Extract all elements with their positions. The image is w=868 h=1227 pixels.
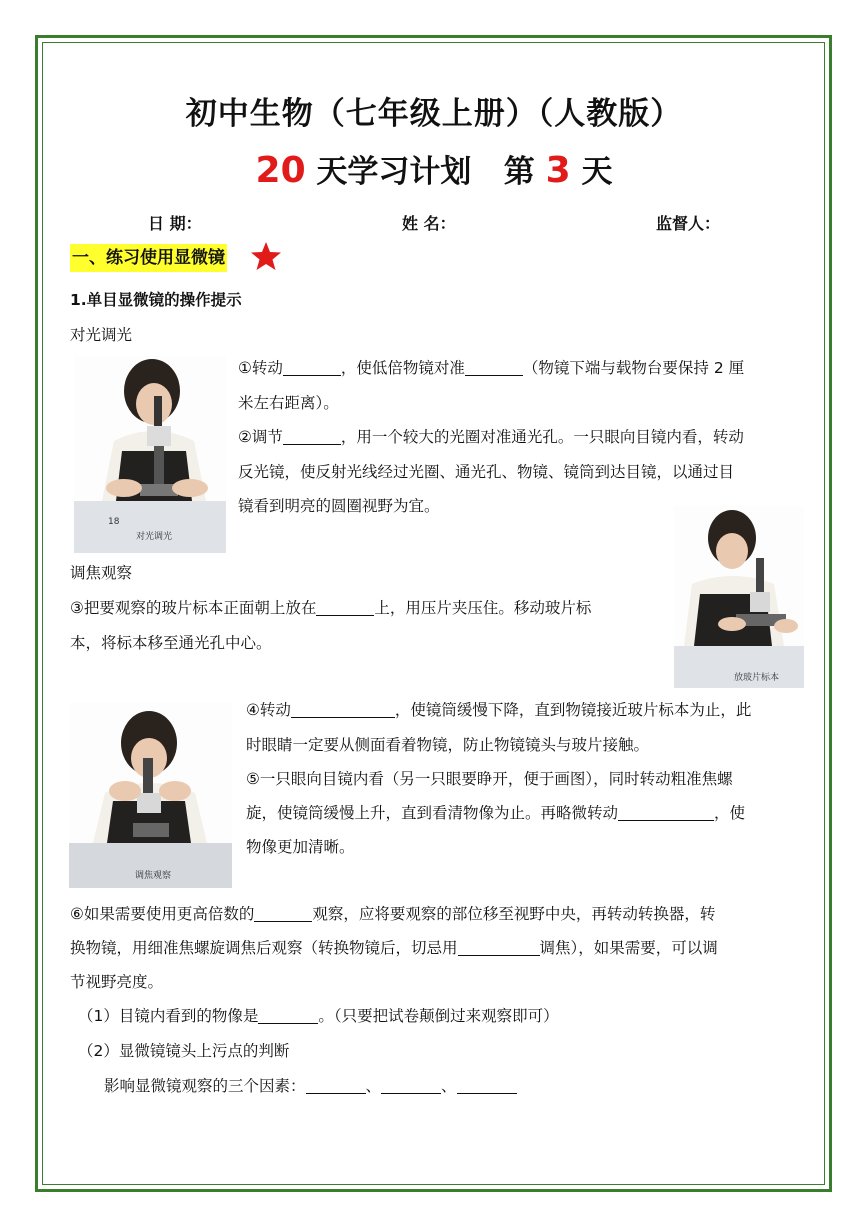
answer-blank [283,429,341,446]
step-4-text: ④转动 [246,701,291,719]
step-1-line-2: 米左右距离）。 [238,394,339,412]
plan-days-number: 20 [255,150,306,191]
answer-blank [465,360,523,377]
step-2-line-1 [238,420,744,454]
heading-light-adjust: 对光调光 [70,326,133,344]
date-label: 日 期： [148,214,202,233]
answer-blank [458,940,540,957]
question-1-text: （1）目镜内看到的物像是 [78,1007,259,1025]
plan-day-number: 3 [545,150,571,191]
step-5-text: ，使 [714,804,746,822]
answer-blank [457,1078,517,1095]
question-2: （2）显微镜镜头上污点的判断 [78,1042,290,1060]
step-2-line-3: 镜看到明亮的圆圈视野为宜。 [238,497,440,515]
section-heading: 一、练习使用显微镜 [70,244,227,272]
answer-blank [283,360,341,377]
answer-blank [254,906,312,923]
answer-blank [291,702,395,719]
step-2-text: ，用一个较大的光圈对准通光孔。一只眼向目镜内看，转动 [340,428,744,446]
step-6-text: 调焦），如果需要，可以调 [539,939,718,957]
answer-blank [381,1078,441,1095]
plan-text-2: 天 [570,154,613,190]
question-1 [78,999,559,1033]
step-4-line-2: 时眼睛一定要从侧面看着物镜，防止物镜镜头与玻片接触。 [246,736,650,754]
answer-blank [316,600,374,617]
answer-blank [258,1008,318,1025]
subheading-operation-tips: 1.单目显微镜的操作提示 [70,291,242,309]
step-2-line-2: 反光镜，使反射光线经过光圈、通光孔、物镜、镜筒到达目镜，以通过目 [238,463,735,481]
question-3-text: 影响显微镜观察的三个因素： [104,1077,306,1095]
step-3-text: ③把要观察的玻片标本正面朝上放在 [70,599,317,617]
step-1-line-1 [238,351,744,385]
step-3-text: 上，用压片夹压住。移动玻片标 [374,599,592,617]
step-6-text: 观察，应将要观察的部位移至视野中央，再转动转换器，转 [312,905,716,923]
photo-caption: 放玻片标本 [734,673,780,683]
step-1-text: ①转动 [238,359,283,377]
step-4-line-1 [246,693,751,727]
step-2-text: ②调节 [238,428,283,446]
separator: 、 [441,1077,457,1095]
photo-light-adjust [74,356,226,553]
step-3-line-2: 本，将标本移至通光孔中心。 [70,634,272,652]
step-6-text: ⑥如果需要使用更高倍数的 [70,905,255,923]
step-3-line-1 [70,591,591,625]
answer-blank [306,1078,366,1095]
step-6-text: 换物镜，用细准焦螺旋调焦后观察（转换物镜后，切忌用 [70,939,458,957]
step-5-text: 旋，使镜筒缓慢上升，直到看清物像为止。再略微转动 [246,804,619,822]
step-1-text: ，使低倍物镜对准 [340,359,465,377]
step-6-line-1 [70,897,715,931]
separator: 、 [365,1077,382,1095]
plan-text-1: 天学习计划 第 [305,154,546,190]
step-5-line-1: ⑤一只眼向目镜内看（另一只眼要睁开，便于画图），同时转动粗准焦螺 [246,770,733,788]
photo-page-number: 18 [108,517,120,527]
step-6-line-3: 节视野亮度。 [70,973,164,991]
step-4-text: ，使镜筒缓慢下降，直到物镜接近玻片标本为止，此 [394,701,752,719]
supervisor-label: 监督人： [656,214,721,233]
question-1-text: 。（只要把试卷颠倒过来观察即可） [318,1007,559,1025]
question-3 [104,1069,517,1103]
photo-caption: 调焦观察 [135,871,172,881]
photo-place-slide [674,506,804,688]
star-icon [250,240,282,272]
answer-blank [618,805,714,822]
step-6-line-2 [70,931,718,965]
study-plan-heading [0,146,868,191]
document-title: 初中生物（七年级上册）（人教版） [185,96,683,132]
name-label: 姓 名： [402,214,456,233]
step-5-line-2 [246,796,745,830]
photo-focus-observe [69,703,232,888]
step-1-text: （物镜下端与载物台要保持 2 厘 [522,359,745,377]
heading-focus-observe: 调焦观察 [70,564,133,582]
step-5-line-3: 物像更加清晰。 [246,838,355,856]
photo-caption: 对光调光 [136,532,173,542]
